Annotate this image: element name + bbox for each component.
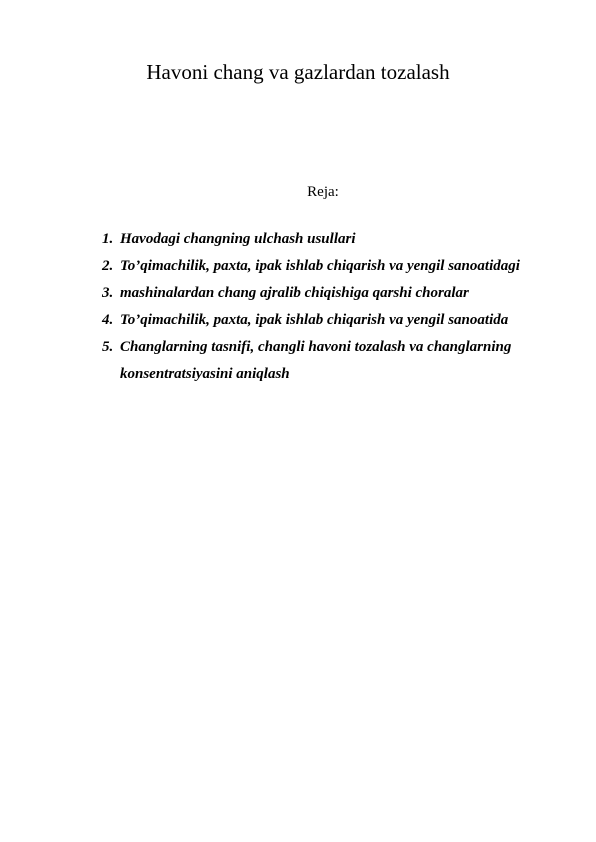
plan-list [0, 226, 596, 388]
plan-item-5 [0, 334, 596, 361]
plan-item-text: To’qimachilik, paxta, ipak ishlab chiqarish va yengil sanoatidagi [120, 258, 520, 274]
plan-heading: Reja: [307, 184, 339, 200]
plan-item-2 [0, 253, 596, 280]
plan-item-text: Changlarning tasnifi, changli havoni tozalash va changlarning [120, 339, 512, 355]
plan-item-1 [0, 226, 596, 253]
plan-item-number: 4. [102, 312, 114, 328]
plan-item-number: 2. [102, 258, 114, 274]
plan-item-5-continuation [0, 361, 596, 388]
plan-item-text: Havodagi changning ulchash usullari [120, 231, 356, 247]
plan-item-number: 5. [102, 339, 114, 355]
plan-item-number: 3. [102, 285, 114, 301]
plan-item-text: To’qimachilik, paxta, ipak ishlab chiqarish va yengil sanoatida [120, 312, 509, 328]
plan-item-text: mashinalardan chang ajralib chiqishiga qarshi choralar [120, 285, 469, 301]
plan-item-number: 1. [102, 231, 114, 247]
document-title: Havoni chang va gazlardan tozalash [146, 60, 450, 84]
plan-item-text-continuation: konsentratsiyasini aniqlash [120, 366, 290, 382]
plan-item-4 [0, 307, 596, 334]
plan-item-3 [0, 280, 596, 307]
